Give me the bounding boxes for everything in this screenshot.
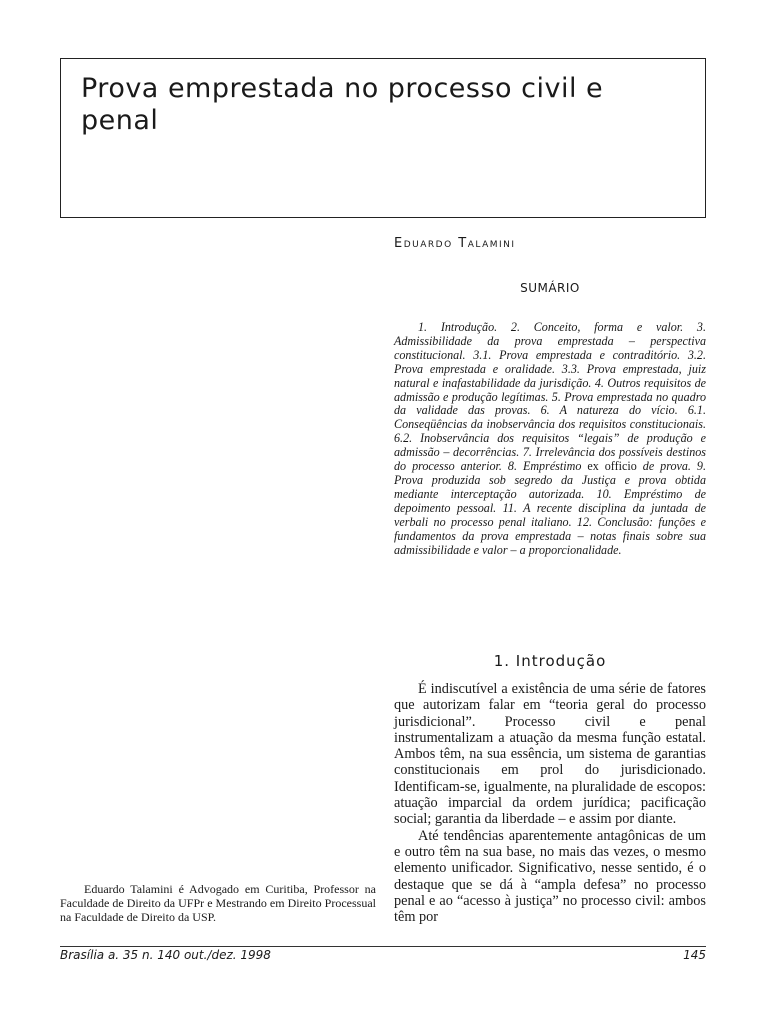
section-heading: 1. Introdução bbox=[493, 652, 607, 670]
journal-citation: Brasília a. 35 n. 140 out./dez. 1998 bbox=[60, 948, 271, 962]
author-name: Eduardo Talamini bbox=[394, 236, 516, 251]
author-bio-footnote: Eduardo Talamini é Advogado em Curitiba, Professor na Faculdade de Direito da UFPr e Mestrando em Direito Processual na Faculdade de Direito da USP. bbox=[60, 882, 376, 924]
summary-text-part-1: 1. Introdução. 2. Conceito, forma e valor. 3. Admissibilidade da prova emprestada – perspectiva constitucional. 3.1. Prova emprestada e contraditório. 3.2. Prova emprestada e oralidade. 3.3. Prova emprestada, juiz natural e inafastabilidade da jurisdição. 4. Outros requisitos de admissão e produção legítimas. 5. Prova emprestada no quadro da validade das provas. 6. A natureza do vício. 6.1. Conseqüências da inobservância dos requisitos constitucionais. 6.2. Inobservância dos requisitos “legais” de produção e admissão – decorrências. 7. Irrelevância dos possíveis destinos do processo anterior. 8. Empréstimo bbox=[394, 320, 706, 474]
body-paragraph: Até tendências aparentemente antagônicas de um e outro têm na sua base, no mais das vezes, o mesmo elemento unificador. Significativo, nesse sentido, é o destaque que se dá à “ampla defesa” no processo penal e ao “acesso à justiça” no processo civil: ambos têm por bbox=[394, 827, 706, 926]
footer-rule bbox=[60, 946, 706, 947]
article-title: Prova emprestada no processo civil e penal bbox=[81, 73, 604, 136]
summary-heading: SUMÁRIO bbox=[520, 281, 580, 295]
summary-text bbox=[394, 321, 706, 557]
page-number: 145 bbox=[683, 948, 706, 962]
body-text bbox=[394, 681, 706, 925]
summary-text-roman: ex officio bbox=[581, 459, 643, 474]
summary-text-part-2: de prova. 9. Prova produzida sob segredo da Justiça e prova obtida mediante interceptação autorizada. 10. Empréstimo de depoimento pessoal. 11. A recente disciplina da juntada de verbali no processo penal italiano. 12. Conclusão: funções e fundamentos da prova emprestada – notas finais sobre sua admissibilidade e valor – a proporcionalidade. bbox=[394, 459, 706, 557]
body-paragraph: É indiscutível a existência de uma série de fatores que autorizam falar em “teoria geral do processo jurisdicional”. Processo civil e penal instrumentalizam a atuação da mesma função estatal. Ambos têm, na sua essência, um sistema de garantias constitucionais em prol do jurisdicionado. Identificam-se, igualmente, na pluralidade de escopos: atuação imparcial da ordem jurídica; pacificação social; garantia da liberdade – e assim por diante. bbox=[394, 681, 706, 828]
title-box bbox=[60, 58, 706, 218]
